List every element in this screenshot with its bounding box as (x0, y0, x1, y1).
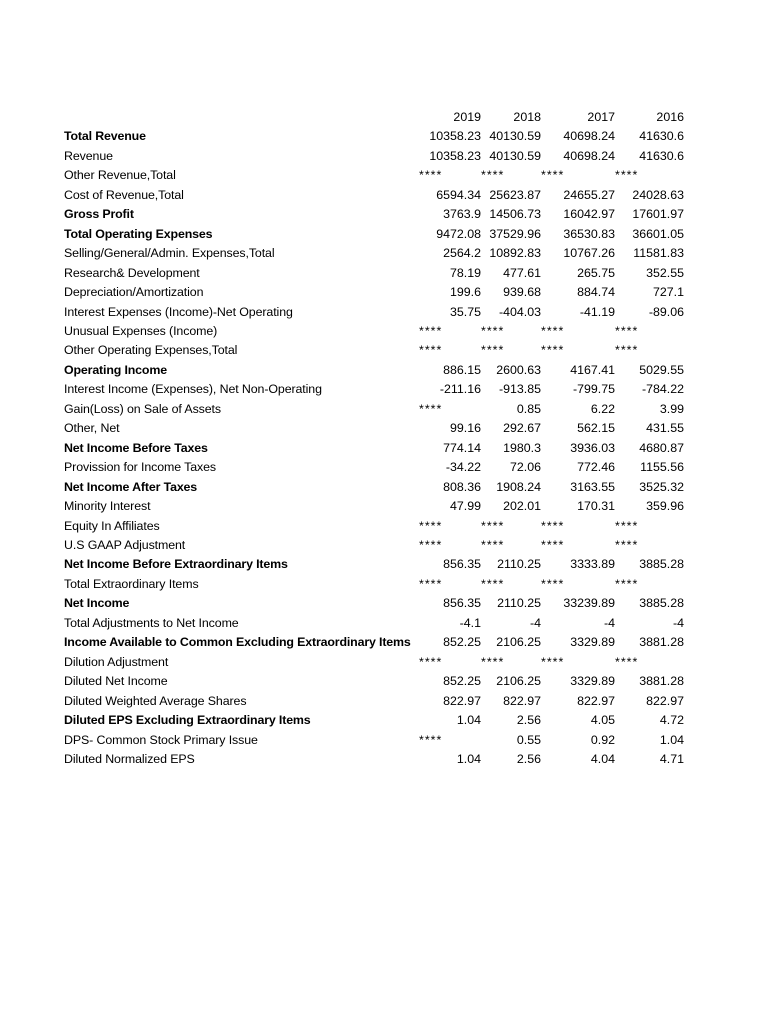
table-row (64, 731, 684, 750)
value-cell: 3.99 (659, 401, 684, 416)
table-row (64, 283, 684, 302)
row-label: Gross Profit (64, 207, 134, 222)
table-row (64, 264, 684, 283)
row-label: Total Adjustments to Net Income (64, 615, 239, 630)
table-row (64, 555, 684, 574)
value-cell: 37529.96 (489, 226, 541, 241)
value-cell-missing: **** (615, 518, 639, 533)
value-cell: 2.56 (516, 751, 541, 766)
value-cell: -89.06 (648, 304, 684, 319)
value-cell-missing: **** (481, 537, 505, 552)
value-cell-missing: **** (615, 654, 639, 669)
value-cell: 1.04 (456, 751, 481, 766)
row-label: Interest Expenses (Income)-Net Operating (64, 304, 293, 319)
table-row (64, 244, 684, 263)
row-label: Revenue (64, 148, 113, 163)
value-cell: 822.97 (443, 693, 481, 708)
table-row (64, 750, 684, 769)
table-row (64, 439, 684, 458)
value-cell-missing: **** (615, 168, 639, 183)
row-label: Research& Development (64, 265, 200, 280)
value-cell: 6.22 (590, 401, 615, 416)
row-label: Total Revenue (64, 129, 146, 144)
table-row (64, 322, 684, 341)
value-cell: 4680.87 (639, 440, 684, 455)
table-row (64, 594, 684, 613)
value-cell: -4.1 (459, 615, 481, 630)
value-cell: 292.67 (503, 421, 541, 436)
value-cell: 886.15 (443, 362, 481, 377)
value-cell: 884.74 (577, 285, 615, 300)
table-row (64, 303, 684, 322)
value-cell: 5029.55 (639, 362, 684, 377)
value-cell: 99.16 (449, 421, 481, 436)
value-cell-missing: **** (615, 576, 639, 591)
row-label: Equity In Affiliates (64, 518, 160, 533)
value-cell-missing: **** (541, 537, 565, 552)
value-cell: 2110.25 (497, 557, 541, 572)
value-cell: 10892.83 (489, 246, 541, 261)
table-row (64, 711, 684, 730)
table-row (64, 672, 684, 691)
value-cell: 1980.3 (503, 440, 541, 455)
value-cell-missing: **** (419, 343, 443, 358)
table-row (64, 127, 684, 146)
value-cell-missing: **** (419, 168, 443, 183)
value-cell: 822.97 (646, 693, 684, 708)
row-label: Dilution Adjustment (64, 654, 169, 669)
value-cell: 10358.23 (429, 129, 481, 144)
value-cell: 3763.9 (443, 207, 481, 222)
value-cell: -4 (603, 615, 615, 630)
value-cell-missing: **** (481, 343, 505, 358)
value-cell: 16042.97 (563, 207, 615, 222)
row-label: Diluted Weighted Average Shares (64, 693, 247, 708)
value-cell: -799.75 (572, 382, 615, 397)
year-header: 2017 (587, 110, 615, 124)
row-label: Cost of Revenue,Total (64, 187, 184, 202)
value-cell: 4167.41 (570, 362, 615, 377)
row-label: DPS- Common Stock Primary Issue (64, 732, 258, 747)
value-cell: 14506.73 (489, 207, 541, 222)
value-cell: -34.22 (445, 460, 481, 475)
table-row (64, 341, 684, 360)
row-label: Diluted EPS Excluding Extraordinary Items (64, 713, 311, 728)
value-cell: 3885.28 (639, 557, 684, 572)
value-cell: 4.72 (659, 713, 684, 728)
row-label: Net Income Before Extraordinary Items (64, 557, 288, 572)
table-row (64, 166, 684, 185)
value-cell-missing: **** (541, 518, 565, 533)
value-cell: 40130.59 (489, 148, 541, 163)
value-cell: 772.46 (577, 460, 615, 475)
value-cell: 727.1 (652, 285, 684, 300)
value-cell: 1908.24 (496, 479, 541, 494)
value-cell: 4.71 (659, 751, 684, 766)
value-cell: 2110.25 (497, 596, 541, 611)
value-cell: 856.35 (443, 557, 481, 572)
table-row (64, 400, 684, 419)
value-cell: 170.31 (577, 499, 615, 514)
row-label: Gain(Loss) on Sale of Assets (64, 401, 221, 416)
table-row (64, 186, 684, 205)
value-cell: 40130.59 (489, 129, 541, 144)
value-cell: 4.05 (590, 713, 615, 728)
row-label: Selling/General/Admin. Expenses,Total (64, 246, 275, 261)
table-body (64, 127, 684, 769)
value-cell: 822.97 (503, 693, 541, 708)
value-cell: 41630.6 (639, 129, 684, 144)
value-cell: 3881.28 (639, 674, 684, 689)
table-row (64, 225, 684, 244)
value-cell-missing: **** (419, 518, 443, 533)
row-label: Operating Income (64, 362, 167, 377)
value-cell: 78.19 (449, 265, 481, 280)
table-row (64, 458, 684, 477)
table-row (64, 575, 684, 594)
value-cell: 47.99 (449, 499, 481, 514)
value-cell: 10767.26 (563, 246, 615, 261)
value-cell: 808.36 (443, 479, 481, 494)
value-cell-missing: **** (615, 323, 639, 338)
table-row (64, 536, 684, 555)
value-cell: 1.04 (659, 732, 684, 747)
value-cell: 17601.97 (632, 207, 684, 222)
value-cell-missing: **** (419, 654, 443, 669)
value-cell: -211.16 (439, 382, 481, 397)
row-label: Total Extraordinary Items (64, 576, 199, 591)
table-row (64, 478, 684, 497)
table-row (64, 380, 684, 399)
value-cell: 10358.23 (429, 148, 481, 163)
value-cell: -404.03 (498, 304, 541, 319)
value-cell: 562.15 (577, 421, 615, 436)
value-cell-missing: **** (541, 576, 565, 591)
value-cell: 359.96 (646, 499, 684, 514)
table-row (64, 692, 684, 711)
row-label: Interest Income (Expenses), Net Non-Operating (64, 382, 322, 397)
row-label: Net Income After Taxes (64, 479, 198, 494)
value-cell: -41.19 (579, 304, 615, 319)
year-header: 2016 (656, 110, 684, 124)
value-cell: 24655.27 (563, 187, 615, 202)
value-cell-missing: **** (419, 576, 443, 591)
value-cell: 72.06 (509, 460, 541, 475)
row-label: Diluted Normalized EPS (64, 751, 195, 766)
value-cell-missing: **** (541, 168, 565, 183)
value-cell: 2.56 (516, 713, 541, 728)
table-row (64, 633, 684, 652)
value-cell: 1.04 (456, 713, 481, 728)
row-label: Other, Net (64, 421, 120, 436)
year-header-row (64, 108, 684, 127)
income-statement-table (64, 108, 684, 769)
value-cell-missing: **** (541, 323, 565, 338)
value-cell: 477.61 (503, 265, 541, 280)
value-cell: 3329.89 (570, 674, 615, 689)
value-cell: 41630.6 (639, 148, 684, 163)
value-cell-missing: **** (541, 654, 565, 669)
value-cell-missing: **** (419, 537, 443, 552)
row-label: Income Available to Common Excluding Extraordinary Items (64, 635, 411, 650)
value-cell: 3333.89 (570, 557, 615, 572)
value-cell: 6594.34 (436, 187, 481, 202)
row-label: Total Operating Expenses (64, 226, 213, 241)
table-row (64, 147, 684, 166)
value-cell: 40698.24 (563, 129, 615, 144)
value-cell: -913.85 (498, 382, 541, 397)
row-label: Other Revenue,Total (64, 168, 176, 183)
value-cell-missing: **** (419, 401, 443, 416)
value-cell-missing: **** (481, 168, 505, 183)
value-cell: 3163.55 (570, 479, 615, 494)
value-cell: 36530.83 (563, 226, 615, 241)
table-row (64, 614, 684, 633)
value-cell: 774.14 (443, 440, 481, 455)
value-cell: 2600.63 (496, 362, 541, 377)
value-cell: 265.75 (577, 265, 615, 280)
table-row (64, 497, 684, 516)
year-header: 2019 (453, 110, 481, 124)
value-cell: 856.35 (443, 596, 481, 611)
value-cell: 9472.08 (436, 226, 481, 241)
value-cell-missing: **** (481, 576, 505, 591)
table-row (64, 361, 684, 380)
value-cell: 852.25 (443, 674, 481, 689)
year-header: 2018 (513, 110, 541, 124)
value-cell-missing: **** (481, 323, 505, 338)
value-cell: 352.55 (646, 265, 684, 280)
value-cell: 0.85 (516, 401, 541, 416)
value-cell: 1155.56 (640, 460, 684, 475)
value-cell: 3881.28 (639, 635, 684, 650)
value-cell: 3885.28 (639, 596, 684, 611)
value-cell: 852.25 (443, 635, 481, 650)
value-cell: 3525.32 (639, 479, 684, 494)
value-cell: 2106.25 (496, 674, 541, 689)
header-label-cell (64, 108, 419, 127)
value-cell: 4.04 (590, 751, 615, 766)
value-cell: 35.75 (449, 304, 481, 319)
value-cell: 0.55 (516, 732, 541, 747)
value-cell: 33239.89 (563, 596, 615, 611)
value-cell: 0.92 (590, 732, 615, 747)
value-cell: 36601.05 (632, 226, 684, 241)
value-cell: 939.68 (503, 285, 541, 300)
table-row (64, 517, 684, 536)
value-cell: -4 (672, 615, 684, 630)
value-cell: 199.6 (449, 285, 481, 300)
value-cell: 2106.25 (496, 635, 541, 650)
row-label: Unusual Expenses (Income) (64, 323, 218, 338)
value-cell: 40698.24 (563, 148, 615, 163)
value-cell: 11581.83 (633, 246, 684, 261)
value-cell: 202.01 (503, 499, 541, 514)
value-cell-missing: **** (615, 537, 639, 552)
value-cell-missing: **** (419, 732, 443, 747)
row-label: Diluted Net Income (64, 674, 168, 689)
value-cell-missing: **** (541, 343, 565, 358)
value-cell: 25623.87 (489, 187, 541, 202)
row-label: Minority Interest (64, 499, 151, 514)
table-row (64, 653, 684, 672)
value-cell-missing: **** (615, 343, 639, 358)
value-cell: 431.55 (646, 421, 684, 436)
row-label: Net Income Before Taxes (64, 440, 208, 455)
value-cell-missing: **** (481, 518, 505, 533)
income-statement-sheet (64, 108, 684, 769)
value-cell: 24028.63 (632, 187, 684, 202)
value-cell: -784.22 (641, 382, 684, 397)
row-label: Net Income (64, 596, 130, 611)
value-cell: 3936.03 (570, 440, 615, 455)
value-cell-missing: **** (481, 654, 505, 669)
value-cell: 3329.89 (570, 635, 615, 650)
row-label: U.S GAAP Adjustment (64, 537, 186, 552)
value-cell-missing: **** (419, 323, 443, 338)
row-label: Depreciation/Amortization (64, 285, 204, 300)
value-cell: -4 (529, 615, 541, 630)
value-cell: 2564.2 (443, 246, 481, 261)
table-row (64, 205, 684, 224)
value-cell: 822.97 (577, 693, 615, 708)
table-row (64, 419, 684, 438)
row-label: Other Operating Expenses,Total (64, 343, 238, 358)
row-label: Provission for Income Taxes (64, 460, 217, 475)
